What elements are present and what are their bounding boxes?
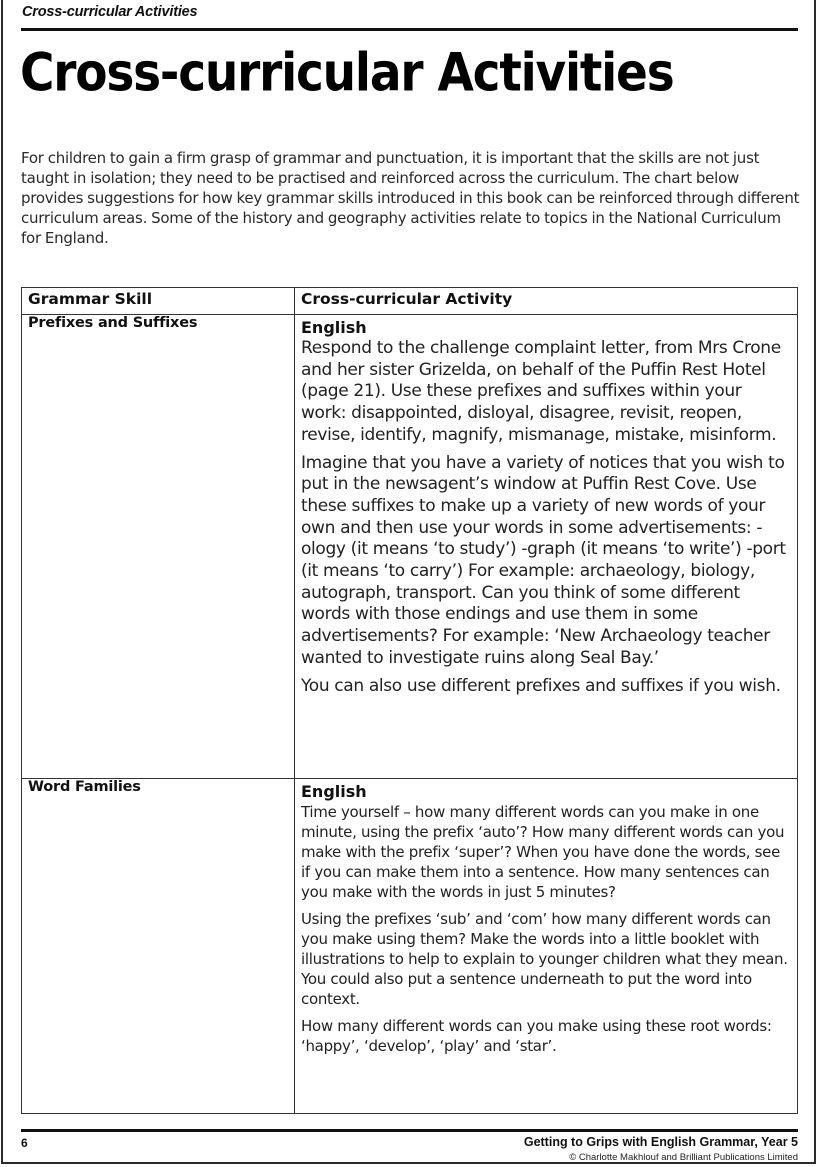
activities-table [21,287,798,1114]
subject-label: English [301,782,367,801]
page-title: Cross-curricular Activities [20,42,674,105]
grammar-skill-cell: Word Families [22,779,295,1114]
grammar-skill-cell: Prefixes and Suffixes [22,315,295,779]
running-head: Cross-curricular Activities [22,4,198,20]
activity-cell [295,315,798,779]
intro-paragraph: For children to gain a firm grasp of grammar and punctuation, it is important that the skills are not just taught in isolation; they need to be practised and reinforced across the curriculum. The chart below provides suggestions for how key grammar skills introduced in this book can be reinforced through different curriculum areas. Some of the history and geography activities relate to topics in the National Curriculum for England. [21,149,800,247]
footer-rule [21,1129,798,1132]
activity-paragraph: Imagine that you have a variety of notices that you wish to put in the newsagent’s window at Puffin Rest Cove. Use these suffixes to make up a variety of new words of your own and then use your words in some advertisements: -ology (it means ‘to study’) -graph (it means ‘to write’) -port (it means ‘to carry’) For example: archaeology, biology, autograph, transport. Can you think of some different words with those endings and use them in some advertisements? For example: ‘New Archaeology teacher wanted to investigate ruins along Seal Bay.’ [301,452,786,668]
header-rule [21,28,798,31]
activity-paragraph: You can also use different prefixes and suffixes if you wish. [301,675,781,696]
activity-paragraph: Using the prefixes ‘sub’ and ‘com’ how many different words can you make using them? Make the words into a little booklet with illustrations to help to explain to younger children what they mean. You could also put a sentence underneath to put the word into context. [301,910,788,1008]
copyright-notice: © Charlotte Makhlouf and Brilliant Publications Limited [569,1152,798,1163]
table-header-row [22,288,798,315]
book-title: Getting to Grips with English Grammar, Year 5 [523,1135,798,1149]
activity-cell [295,779,798,1114]
column-header-grammar-skill: Grammar Skill [22,288,295,315]
activity-paragraph: Respond to the challenge complaint letter, from Mrs Crone and her sister Grizelda, on behalf of the Puffin Rest Hotel (page 21). Use these prefixes and suffixes within your work: disappointed, disloyal, disagree, revisit, reopen, revise, identify, magnify, mismanage, mistake, misinform. [301,338,781,445]
activity-paragraph: How many different words can you make using these root words: ‘happy’, ‘develop’, ‘play’ and ‘star’. [301,1017,772,1055]
column-header-activity: Cross-curricular Activity [295,288,798,315]
table-row [22,779,798,1114]
table-row [22,315,798,779]
subject-label: English [301,318,367,337]
page-number: 6 [21,1136,28,1150]
activity-paragraph: Time yourself – how many different words can you make in one minute, using the prefix ‘auto’? How many different words can you make with the prefix ‘super’? When you have done the words, see if you can make them into a sentence. How many sentences can you make with the words in just 5 minutes? [301,803,785,901]
